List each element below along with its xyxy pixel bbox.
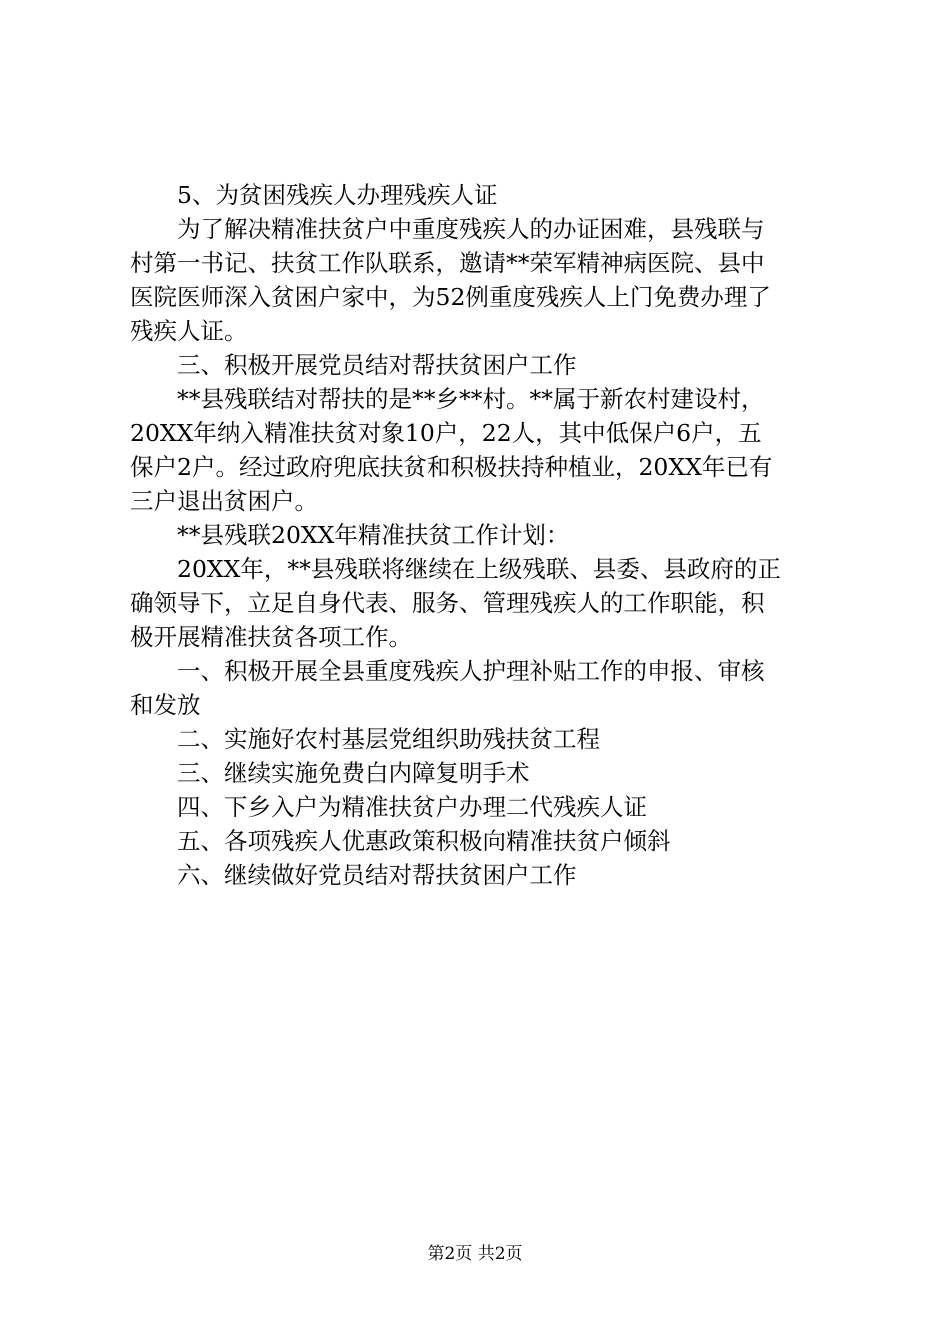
paragraph-line: 残疾人证。 [130, 317, 248, 345]
paragraph-line: 极开展精准扶贫各项工作。 [130, 623, 412, 651]
paragraph-line: 20XX年，**县残联将继续在上级残联、县委、县政府的正 [177, 555, 781, 583]
document-body [130, 178, 830, 892]
paragraph-line: 医院医师深入贫困户家中，为52例重度残疾人上门免费办理了 [130, 283, 771, 311]
plan-item: 二、实施好农村基层党组织助残扶贫工程 [177, 725, 600, 753]
paragraph-line: 保户2户。经过政府兜底扶贫和积极扶持种植业，20XX年已有 [130, 453, 773, 481]
paragraph-line: 村第一书记、扶贫工作队联系，邀请**荣军精神病医院、县中 [130, 249, 765, 277]
plan-item: 五、各项残疾人优惠政策积极向精准扶贫户倾斜 [177, 827, 671, 855]
paragraph-line: 三户退出贫困户。 [130, 487, 318, 515]
paragraph-line: 为了解决精准扶贫户中重度残疾人的办证困难，县残联与 [177, 215, 765, 243]
page-number-footer: 第2页 共2页 [427, 1244, 523, 1264]
plan-item: 一、积极开展全县重度残疾人护理补贴工作的申报、审核 [177, 657, 765, 685]
paragraph-line: **县残联结对帮扶的是**乡**村。**属于新农村建设村， [177, 385, 765, 413]
plan-title: **县残联20XX年精准扶贫工作计划： [177, 521, 570, 549]
paragraph-line: 确领导下，立足自身代表、服务、管理残疾人的工作职能，积 [130, 589, 765, 617]
section-heading: 三、积极开展党员结对帮扶贫困户工作 [177, 351, 577, 379]
plan-item-continuation: 和发放 [130, 691, 201, 719]
plan-item: 三、继续实施免费白内障复明手术 [177, 759, 530, 787]
section-heading: 5、为贫困残疾人办理残疾人证 [177, 181, 498, 209]
paragraph-line: 20XX年纳入精准扶贫对象10户，22人，其中低保户6户，五 [130, 419, 762, 447]
plan-item: 六、继续做好党员结对帮扶贫困户工作 [177, 861, 577, 889]
plan-item: 四、下乡入户为精准扶贫户办理二代残疾人证 [177, 793, 647, 821]
